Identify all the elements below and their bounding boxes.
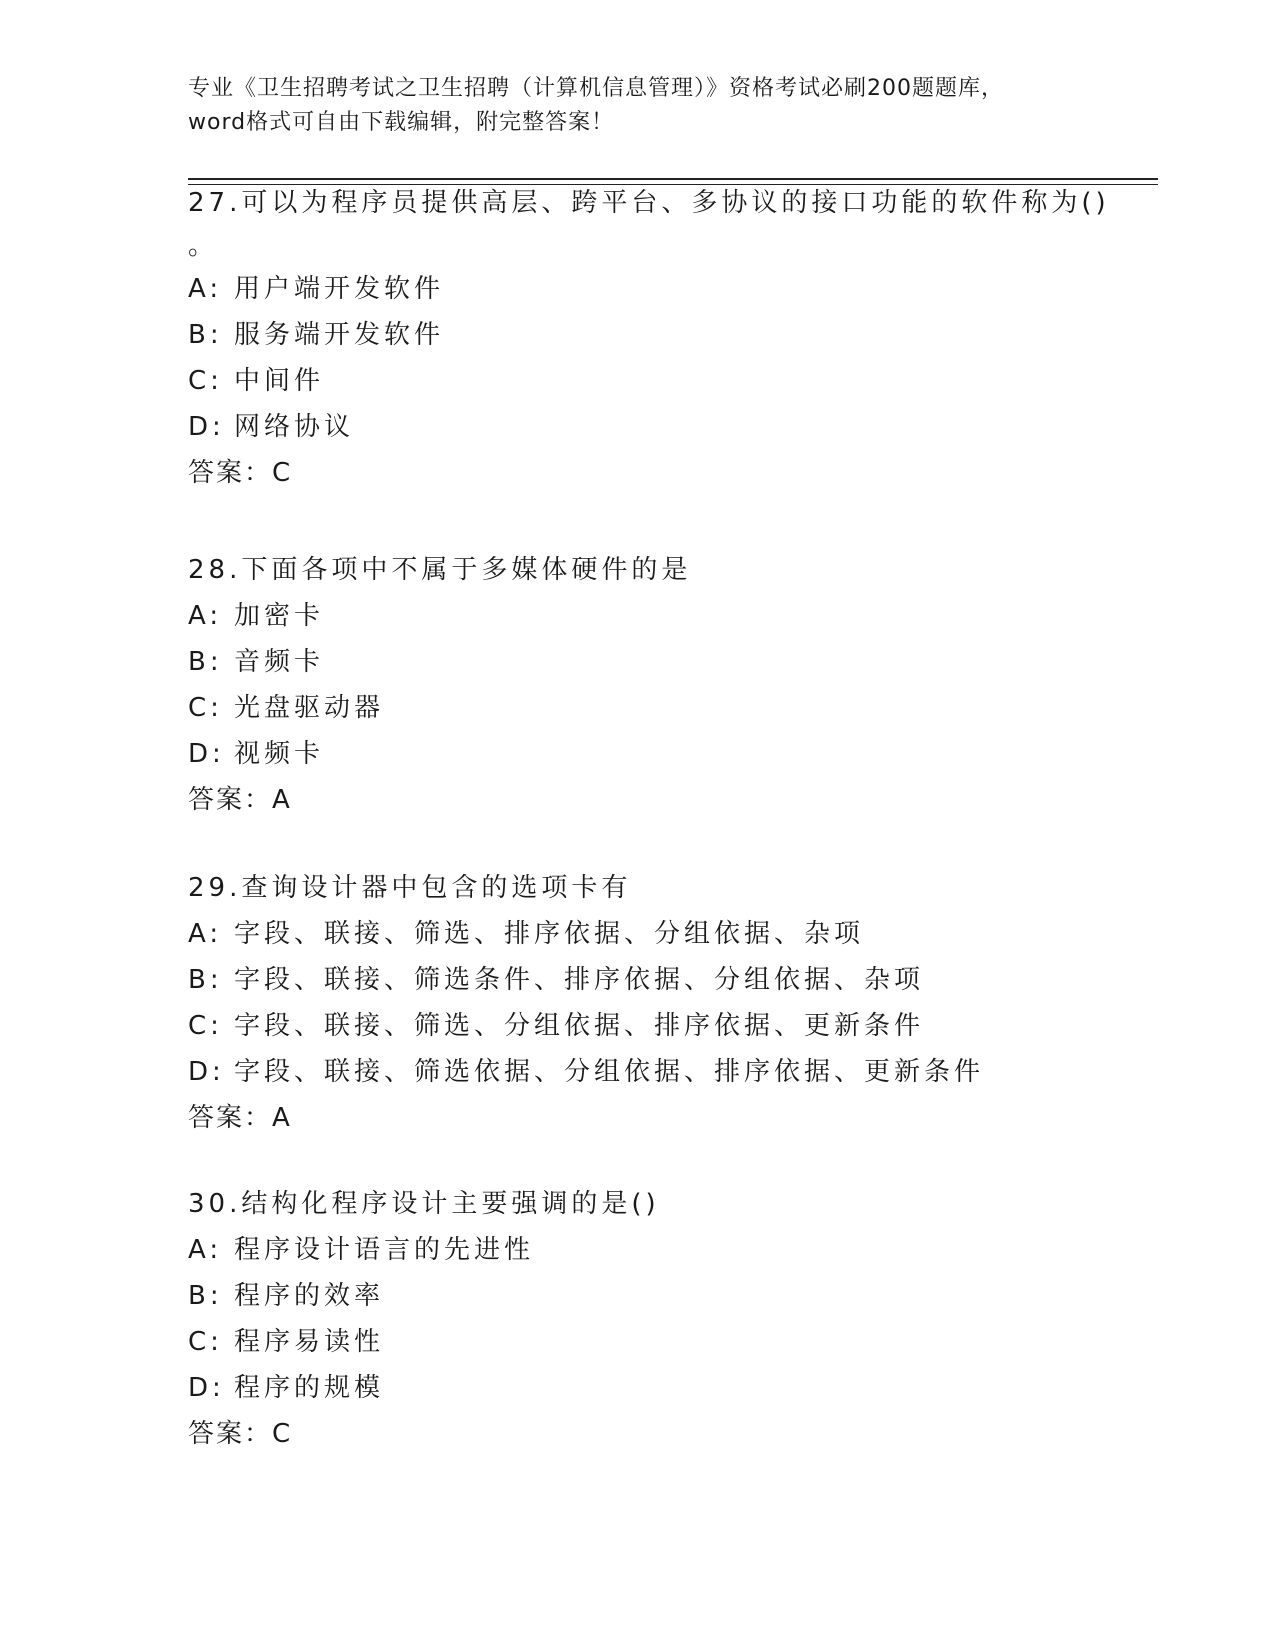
answer: 答案：A [188,1103,292,1133]
option-text: 程序的效率 [234,1281,385,1311]
option-text: 程序易读性 [234,1327,385,1357]
option-letter: C: [188,693,223,723]
option-letter: D: [188,739,225,769]
question-29 [188,865,1088,1141]
option-a [188,1227,1088,1273]
option-letter: C: [188,366,223,396]
option-letter: D: [188,1373,225,1403]
option-letter: B: [188,965,223,995]
option-a [188,593,1088,639]
option-text: 服务端开发软件 [234,320,445,350]
option-text: 音频卡 [234,647,325,677]
question-stem: 28.下面各项中不属于多媒体硬件的是 [188,555,692,585]
option-c [188,1003,1088,1049]
header-line-1: 专业《卫生招聘考试之卫生招聘（计算机信息管理）》资格考试必刷200题题库， [188,76,1004,101]
option-text: 视频卡 [234,739,325,769]
option-text: 字段、联接、筛选条件、排序依据、分组依据、杂项 [234,965,925,995]
question-30 [188,1181,1088,1457]
option-letter: D: [188,412,225,442]
option-a [188,911,1088,957]
option-d [188,1049,1088,1095]
question-stem-continuation: 。 [188,231,219,261]
question-stem: 27.可以为程序员提供高层、跨平台、多协议的接口功能的软件称为() [188,188,1110,218]
option-letter: A: [188,601,223,631]
answer: 答案：A [188,785,292,815]
option-c [188,685,1088,731]
option-letter: C: [188,1327,223,1357]
option-letter: A: [188,1235,223,1265]
option-text: 光盘驱动器 [234,693,385,723]
question-28 [188,547,1088,823]
option-letter: B: [188,647,223,677]
document-header [188,72,1088,140]
option-text: 用户端开发软件 [234,274,445,304]
answer: 答案：C [188,1419,293,1449]
option-b [188,639,1088,685]
option-letter: B: [188,320,223,350]
option-d [188,404,1088,450]
option-text: 中间件 [234,366,325,396]
answer: 答案：C [188,458,293,488]
option-b [188,1273,1088,1319]
option-a [188,266,1088,312]
option-d [188,731,1088,777]
option-c [188,1319,1088,1365]
option-d [188,1365,1088,1411]
option-text: 程序设计语言的先进性 [234,1235,535,1265]
option-letter: C: [188,1011,223,1041]
header-line-2: word格式可自由下载编辑，附完整答案！ [188,110,615,135]
option-text: 加密卡 [234,601,325,631]
option-letter: A: [188,274,223,304]
question-27 [188,180,1110,496]
option-letter: A: [188,919,223,949]
option-letter: B: [188,1281,223,1311]
option-text: 程序的规模 [234,1373,385,1403]
question-stem: 30.结构化程序设计主要强调的是() [188,1189,660,1219]
question-stem: 29.查询设计器中包含的选项卡有 [188,873,632,903]
option-b [188,312,1088,358]
option-text: 网络协议 [234,412,355,442]
option-text: 字段、联接、筛选依据、分组依据、排序依据、更新条件 [234,1057,985,1087]
option-letter: D: [188,1057,225,1087]
option-text: 字段、联接、筛选、排序依据、分组依据、杂项 [234,919,865,949]
option-b [188,957,1088,1003]
option-c [188,358,1088,404]
option-text: 字段、联接、筛选、分组依据、排序依据、更新条件 [234,1011,925,1041]
